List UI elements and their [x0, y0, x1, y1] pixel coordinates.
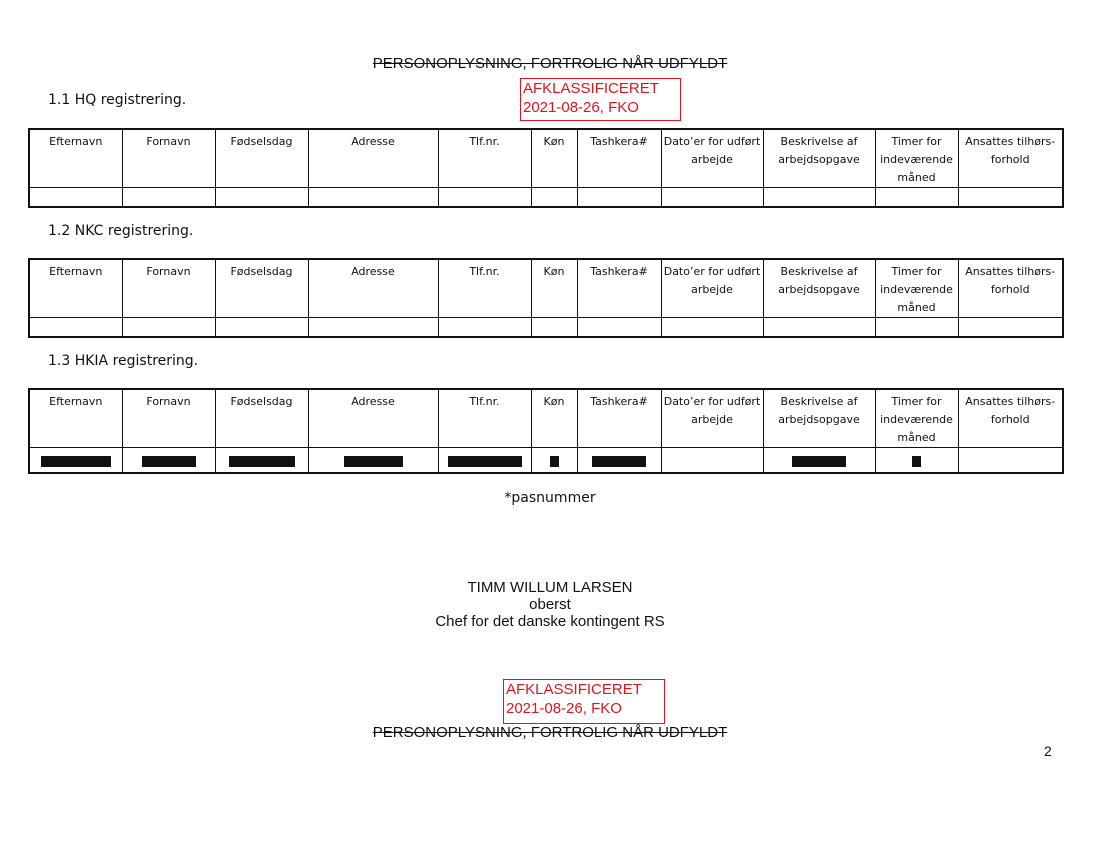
- column-header: Efternavn: [29, 259, 122, 318]
- classification-header: PERSONOPLYSNING, FORTROLIG NÅR UDFYLDT: [372, 55, 728, 72]
- column-header: Dato’er for udført arbejde: [661, 129, 763, 188]
- table-cell[interactable]: [531, 188, 577, 208]
- table-cell[interactable]: [308, 318, 438, 338]
- column-header: Ansattes tilhørs-forhold: [958, 129, 1063, 188]
- column-header: Timer for indeværende måned: [875, 259, 958, 318]
- section-title-nkc: 1.2 NKC registrering.: [48, 223, 194, 239]
- column-header: Adresse: [308, 259, 438, 318]
- table-header-row: [29, 389, 1063, 448]
- table-cell[interactable]: [215, 448, 308, 474]
- signatory-title: Chef for det danske kontingent RS: [435, 613, 665, 630]
- table-cell[interactable]: [763, 448, 875, 474]
- table-row: [29, 188, 1063, 208]
- table-cell[interactable]: [29, 318, 122, 338]
- table-cell[interactable]: [875, 188, 958, 208]
- table-cell[interactable]: [438, 448, 531, 474]
- table-cell[interactable]: [958, 448, 1063, 474]
- column-header: Beskrivelse af arbejdsopgave: [763, 259, 875, 318]
- table-cell[interactable]: [215, 188, 308, 208]
- table-row: [29, 448, 1063, 474]
- stamp-line-status: AFKLASSIFICERET: [523, 80, 659, 97]
- column-header: Efternavn: [29, 129, 122, 188]
- redaction-bar: [550, 456, 559, 467]
- column-header: Tlf.nr.: [438, 389, 531, 448]
- column-header: Beskrivelse af arbejdsopgave: [763, 129, 875, 188]
- table-cell[interactable]: [875, 448, 958, 474]
- column-header: Efternavn: [29, 389, 122, 448]
- table-header-row: [29, 259, 1063, 318]
- column-header: Dato’er for udført arbejde: [661, 389, 763, 448]
- table-cell[interactable]: [531, 448, 577, 474]
- table-cell[interactable]: [215, 318, 308, 338]
- stamp-line-status: AFKLASSIFICERET: [506, 681, 642, 698]
- table-header-row: [29, 129, 1063, 188]
- page-number: 2: [1044, 743, 1052, 759]
- column-header: Timer for indeværende måned: [875, 129, 958, 188]
- column-header: Køn: [531, 259, 577, 318]
- redaction-bar: [448, 456, 522, 467]
- redaction-bar: [142, 456, 196, 467]
- table-cell[interactable]: [875, 318, 958, 338]
- table-cell[interactable]: [29, 188, 122, 208]
- column-header: Fødselsdag: [215, 389, 308, 448]
- column-header: Fornavn: [122, 259, 215, 318]
- column-header: Tashkera#: [577, 389, 661, 448]
- table-cell[interactable]: [577, 318, 661, 338]
- column-header: Adresse: [308, 129, 438, 188]
- table-cell[interactable]: [661, 318, 763, 338]
- declassified-stamp-top: [520, 78, 681, 121]
- table-cell[interactable]: [763, 188, 875, 208]
- table-cell[interactable]: [661, 188, 763, 208]
- hkia-registration-table: [28, 388, 1064, 474]
- column-header: Fødselsdag: [215, 259, 308, 318]
- column-header: Tashkera#: [577, 129, 661, 188]
- table-cell[interactable]: [763, 318, 875, 338]
- column-header: Køn: [531, 389, 577, 448]
- redaction-bar: [592, 456, 646, 467]
- table-cell[interactable]: [958, 188, 1063, 208]
- redaction-bar: [41, 456, 111, 467]
- footnote: *pasnummer: [504, 490, 596, 506]
- table-cell[interactable]: [308, 188, 438, 208]
- table-cell[interactable]: [438, 318, 531, 338]
- column-header: Fødselsdag: [215, 129, 308, 188]
- column-header: Køn: [531, 129, 577, 188]
- signatory-name: TIMM WILLUM LARSEN: [467, 579, 633, 596]
- column-header: Tlf.nr.: [438, 259, 531, 318]
- table-cell[interactable]: [122, 188, 215, 208]
- table-cell[interactable]: [577, 188, 661, 208]
- section-title-hkia: 1.3 HKIA registrering.: [48, 353, 199, 369]
- signatory-rank: oberst: [529, 596, 571, 613]
- column-header: Timer for indeværende måned: [875, 389, 958, 448]
- column-header: Dato’er for udført arbejde: [661, 259, 763, 318]
- redaction-bar: [344, 456, 403, 467]
- column-header: Adresse: [308, 389, 438, 448]
- table-cell[interactable]: [29, 448, 122, 474]
- nkc-registration-table: [28, 258, 1064, 338]
- table-cell[interactable]: [958, 318, 1063, 338]
- section-title-hq: 1.1 HQ registrering.: [48, 92, 187, 108]
- column-header: Fornavn: [122, 389, 215, 448]
- table-cell[interactable]: [438, 188, 531, 208]
- column-header: Tashkera#: [577, 259, 661, 318]
- column-header: Ansattes tilhørs-forhold: [958, 389, 1063, 448]
- table-cell[interactable]: [577, 448, 661, 474]
- redaction-bar: [792, 456, 846, 467]
- redaction-bar: [912, 456, 921, 467]
- table-cell[interactable]: [661, 448, 763, 474]
- column-header: Tlf.nr.: [438, 129, 531, 188]
- stamp-line-date: 2021-08-26, FKO: [506, 700, 622, 717]
- table-cell[interactable]: [308, 448, 438, 474]
- hq-registration-table: [28, 128, 1064, 208]
- column-header: Ansattes tilhørs-forhold: [958, 259, 1063, 318]
- stamp-line-date: 2021-08-26, FKO: [523, 99, 639, 116]
- declassified-stamp-bottom: [503, 679, 665, 724]
- table-cell[interactable]: [122, 318, 215, 338]
- table-cell[interactable]: [531, 318, 577, 338]
- column-header: Beskrivelse af arbejdsopgave: [763, 389, 875, 448]
- classification-footer: PERSONOPLYSNING, FORTROLIG NÅR UDFYLDT: [372, 724, 728, 741]
- column-header: Fornavn: [122, 129, 215, 188]
- table-row: [29, 318, 1063, 338]
- table-cell[interactable]: [122, 448, 215, 474]
- redaction-bar: [229, 456, 295, 467]
